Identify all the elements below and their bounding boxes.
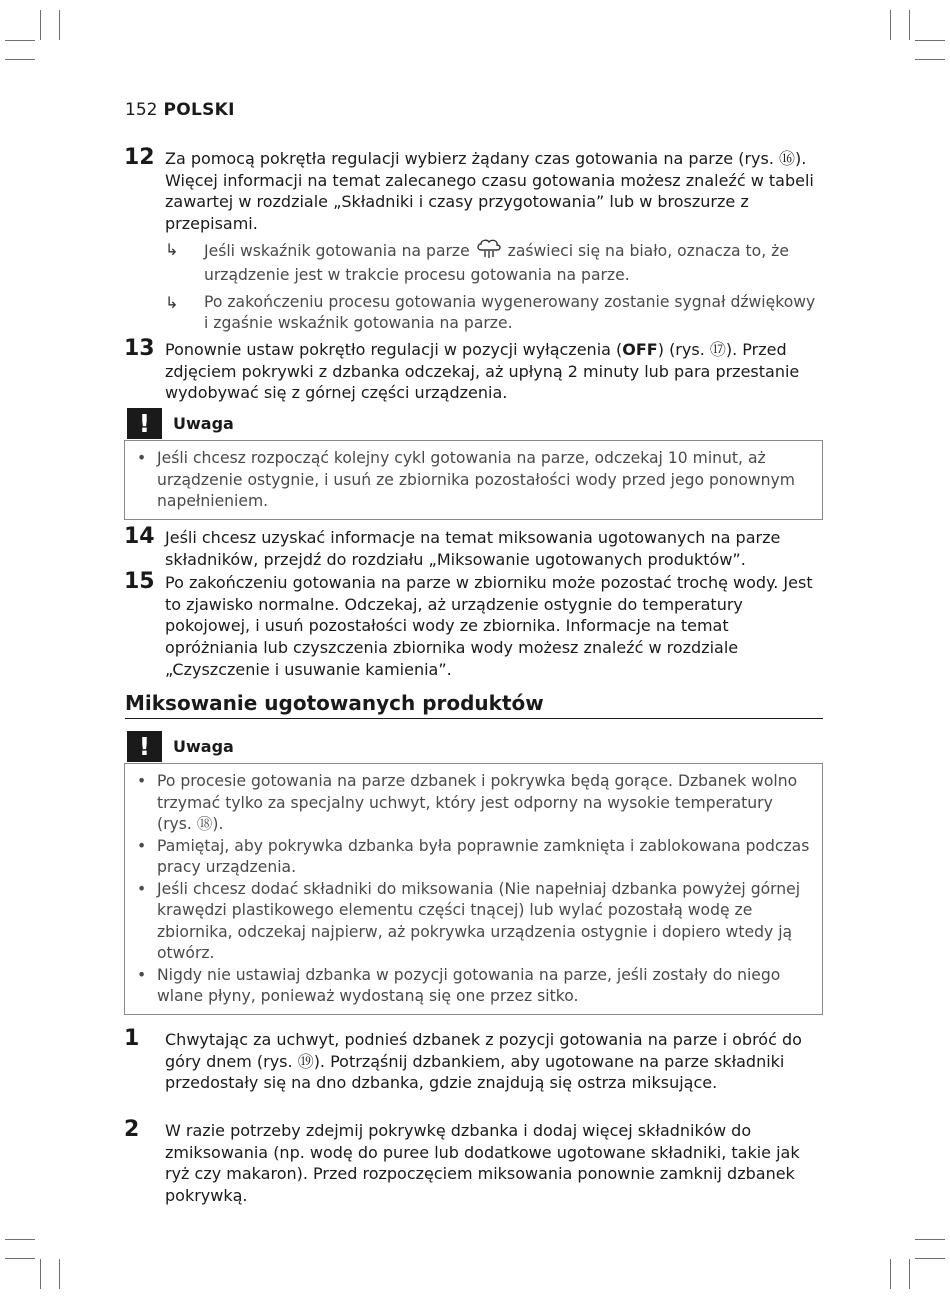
note-title: Uwaga xyxy=(173,414,234,433)
step-number: 14 xyxy=(124,524,155,549)
result-text: zaświeci się na biało, oznacza to, że urządzenie jest w trakcie procesu gotowania na parze. xyxy=(204,241,789,285)
crop-mark xyxy=(40,1259,41,1289)
warning-icon: ! xyxy=(127,731,162,762)
crop-mark xyxy=(59,1259,60,1289)
warning-icon: ! xyxy=(127,408,162,439)
warning-note xyxy=(124,731,823,1015)
step-text: Ponownie ustaw pokrętło regulacji w pozycji wyłączenia (OFF) (rys. ⑰). Przed zdjęciem pokrywki z dzbanka odczekaj, aż upłyną 2 minuty lub para przestanie wydobywać się z górnej części urządzenia. xyxy=(165,340,800,403)
step-text: Jeśli chcesz uzyskać informacje na temat miksowania ugotowanych na parze składników, przejdź do rozdziału „Miksowanie ugotowanych produktów”. xyxy=(165,528,781,569)
step-1 xyxy=(124,1026,824,1094)
result-arrow-icon: ↳ xyxy=(165,239,179,259)
step-text: Chwytając za uchwyt, podnieś dzbanek z pozycji gotowania na parze i obróć do góry dnem (rys. ⑲). Potrząśnij dzbankiem, aby ugotowane na parze składniki przedostały się na dno dzbanka, gdzie znajdują się ostrza miksujące. xyxy=(165,1030,802,1093)
crop-mark xyxy=(5,40,35,41)
step-result xyxy=(165,292,824,335)
result-text: Po zakończeniu procesu gotowania wygenerowany zostanie sygnał dźwiękowy i zgaśnie wskaźnik gotowania na parze. xyxy=(204,292,816,333)
note-title: Uwaga xyxy=(173,737,234,756)
warning-note xyxy=(124,408,823,520)
result-text: Jeśli wskaźnik gotowania na parze xyxy=(204,241,470,260)
note-header xyxy=(124,408,823,440)
crop-mark xyxy=(909,1259,910,1289)
step-14 xyxy=(124,524,824,570)
page-number: 152 xyxy=(125,100,158,120)
note-box xyxy=(124,763,823,1015)
steam-indicator-icon xyxy=(476,239,502,266)
note-header xyxy=(124,731,823,763)
step-2 xyxy=(124,1117,824,1207)
note-item: • Jeśli chcesz dodać składniki do miksowania (Nie napełniaj dzbanka powyżej górnej krawędzi plastikowego elementu części tnącej) lub wylać pozostałą wodę ze zbiornika, odczekaj najpierw, aż pokrywka urządzenia ostygnie i dopiero wtedy ją otwórz. xyxy=(137,879,801,962)
crop-mark xyxy=(915,40,945,41)
crop-mark xyxy=(890,10,891,40)
crop-mark xyxy=(915,59,945,60)
step-text: Za pomocą pokrętła regulacji wybierz żądany czas gotowania na parze (rys. ⑯). Więcej informacji na temat zalecanego czasu gotowania możesz znaleźć w tabeli zawartej w rozdziale „Składniki i czasy przygotowania” lub w broszurze z przepisami. xyxy=(165,149,814,234)
note-item: • Po procesie gotowania na parze dzbanek i pokrywka będą gorące. Dzbanek wolno trzymać tylko za specjalny uchwyt, który jest odporny na wysokie temperatury (rys. ⑱). xyxy=(137,772,798,833)
crop-mark xyxy=(5,1258,35,1259)
step-number: 13 xyxy=(124,336,155,361)
result-arrow-icon: ↳ xyxy=(165,292,179,312)
step-result xyxy=(165,239,824,287)
crop-mark xyxy=(915,1258,945,1259)
page-header xyxy=(125,100,235,120)
crop-mark xyxy=(5,1239,35,1240)
step-text: Po zakończeniu gotowania na parze w zbiorniku może pozostać trochę wody. Jest to zjawisko normalne. Odczekaj, aż urządzenie ostygnie do temperatury pokojowej, i usuń pozostałości wody ze zbiornika. Informacje na temat opróżniania lub czyszczenia zbiornika wody możesz znaleźć w rozdziale „Czyszczenie i usuwanie kamienia”. xyxy=(165,573,813,679)
language-label: POLSKI xyxy=(163,100,235,120)
step-15 xyxy=(124,569,824,681)
step-number: 2 xyxy=(124,1117,140,1142)
step-number: 15 xyxy=(124,569,155,594)
crop-mark xyxy=(40,10,41,40)
crop-mark xyxy=(5,59,35,60)
crop-mark xyxy=(59,10,60,40)
note-item: • Pamiętaj, aby pokrywka dzbanka była poprawnie zamknięta i zablokowana podczas pracy urządzenia. xyxy=(137,836,810,876)
step-number: 1 xyxy=(124,1026,140,1051)
note-item: • Nigdy nie ustawiaj dzbanka w pozycji gotowania na parze, jeśli zostały do niego wlane płyny, ponieważ wydostaną się one przez sitko. xyxy=(137,965,781,1005)
note-item: • Jeśli chcesz rozpocząć kolejny cykl gotowania na parze, odczekaj 10 minut, aż urządzenie ostygnie, i usuń ze zbiornika pozostałości wody przed jego ponownym napełnieniem. xyxy=(137,449,795,510)
step-13 xyxy=(124,336,824,404)
crop-mark xyxy=(915,1239,945,1240)
section-title: Miksowanie ugotowanych produktów xyxy=(125,691,823,719)
step-12 xyxy=(124,145,824,335)
crop-mark xyxy=(890,1259,891,1289)
crop-mark xyxy=(909,10,910,40)
note-box xyxy=(124,440,823,520)
step-number: 12 xyxy=(124,145,155,170)
step-text: W razie potrzeby zdejmij pokrywkę dzbanka i dodaj więcej składników do zmiksowania (np. wodę do puree lub dodatkowe ugotowane składniki, takie jak ryż czy makaron). Przed rozpoczęciem miksowania ponownie zamknij dzbanek pokrywką. xyxy=(165,1121,800,1206)
